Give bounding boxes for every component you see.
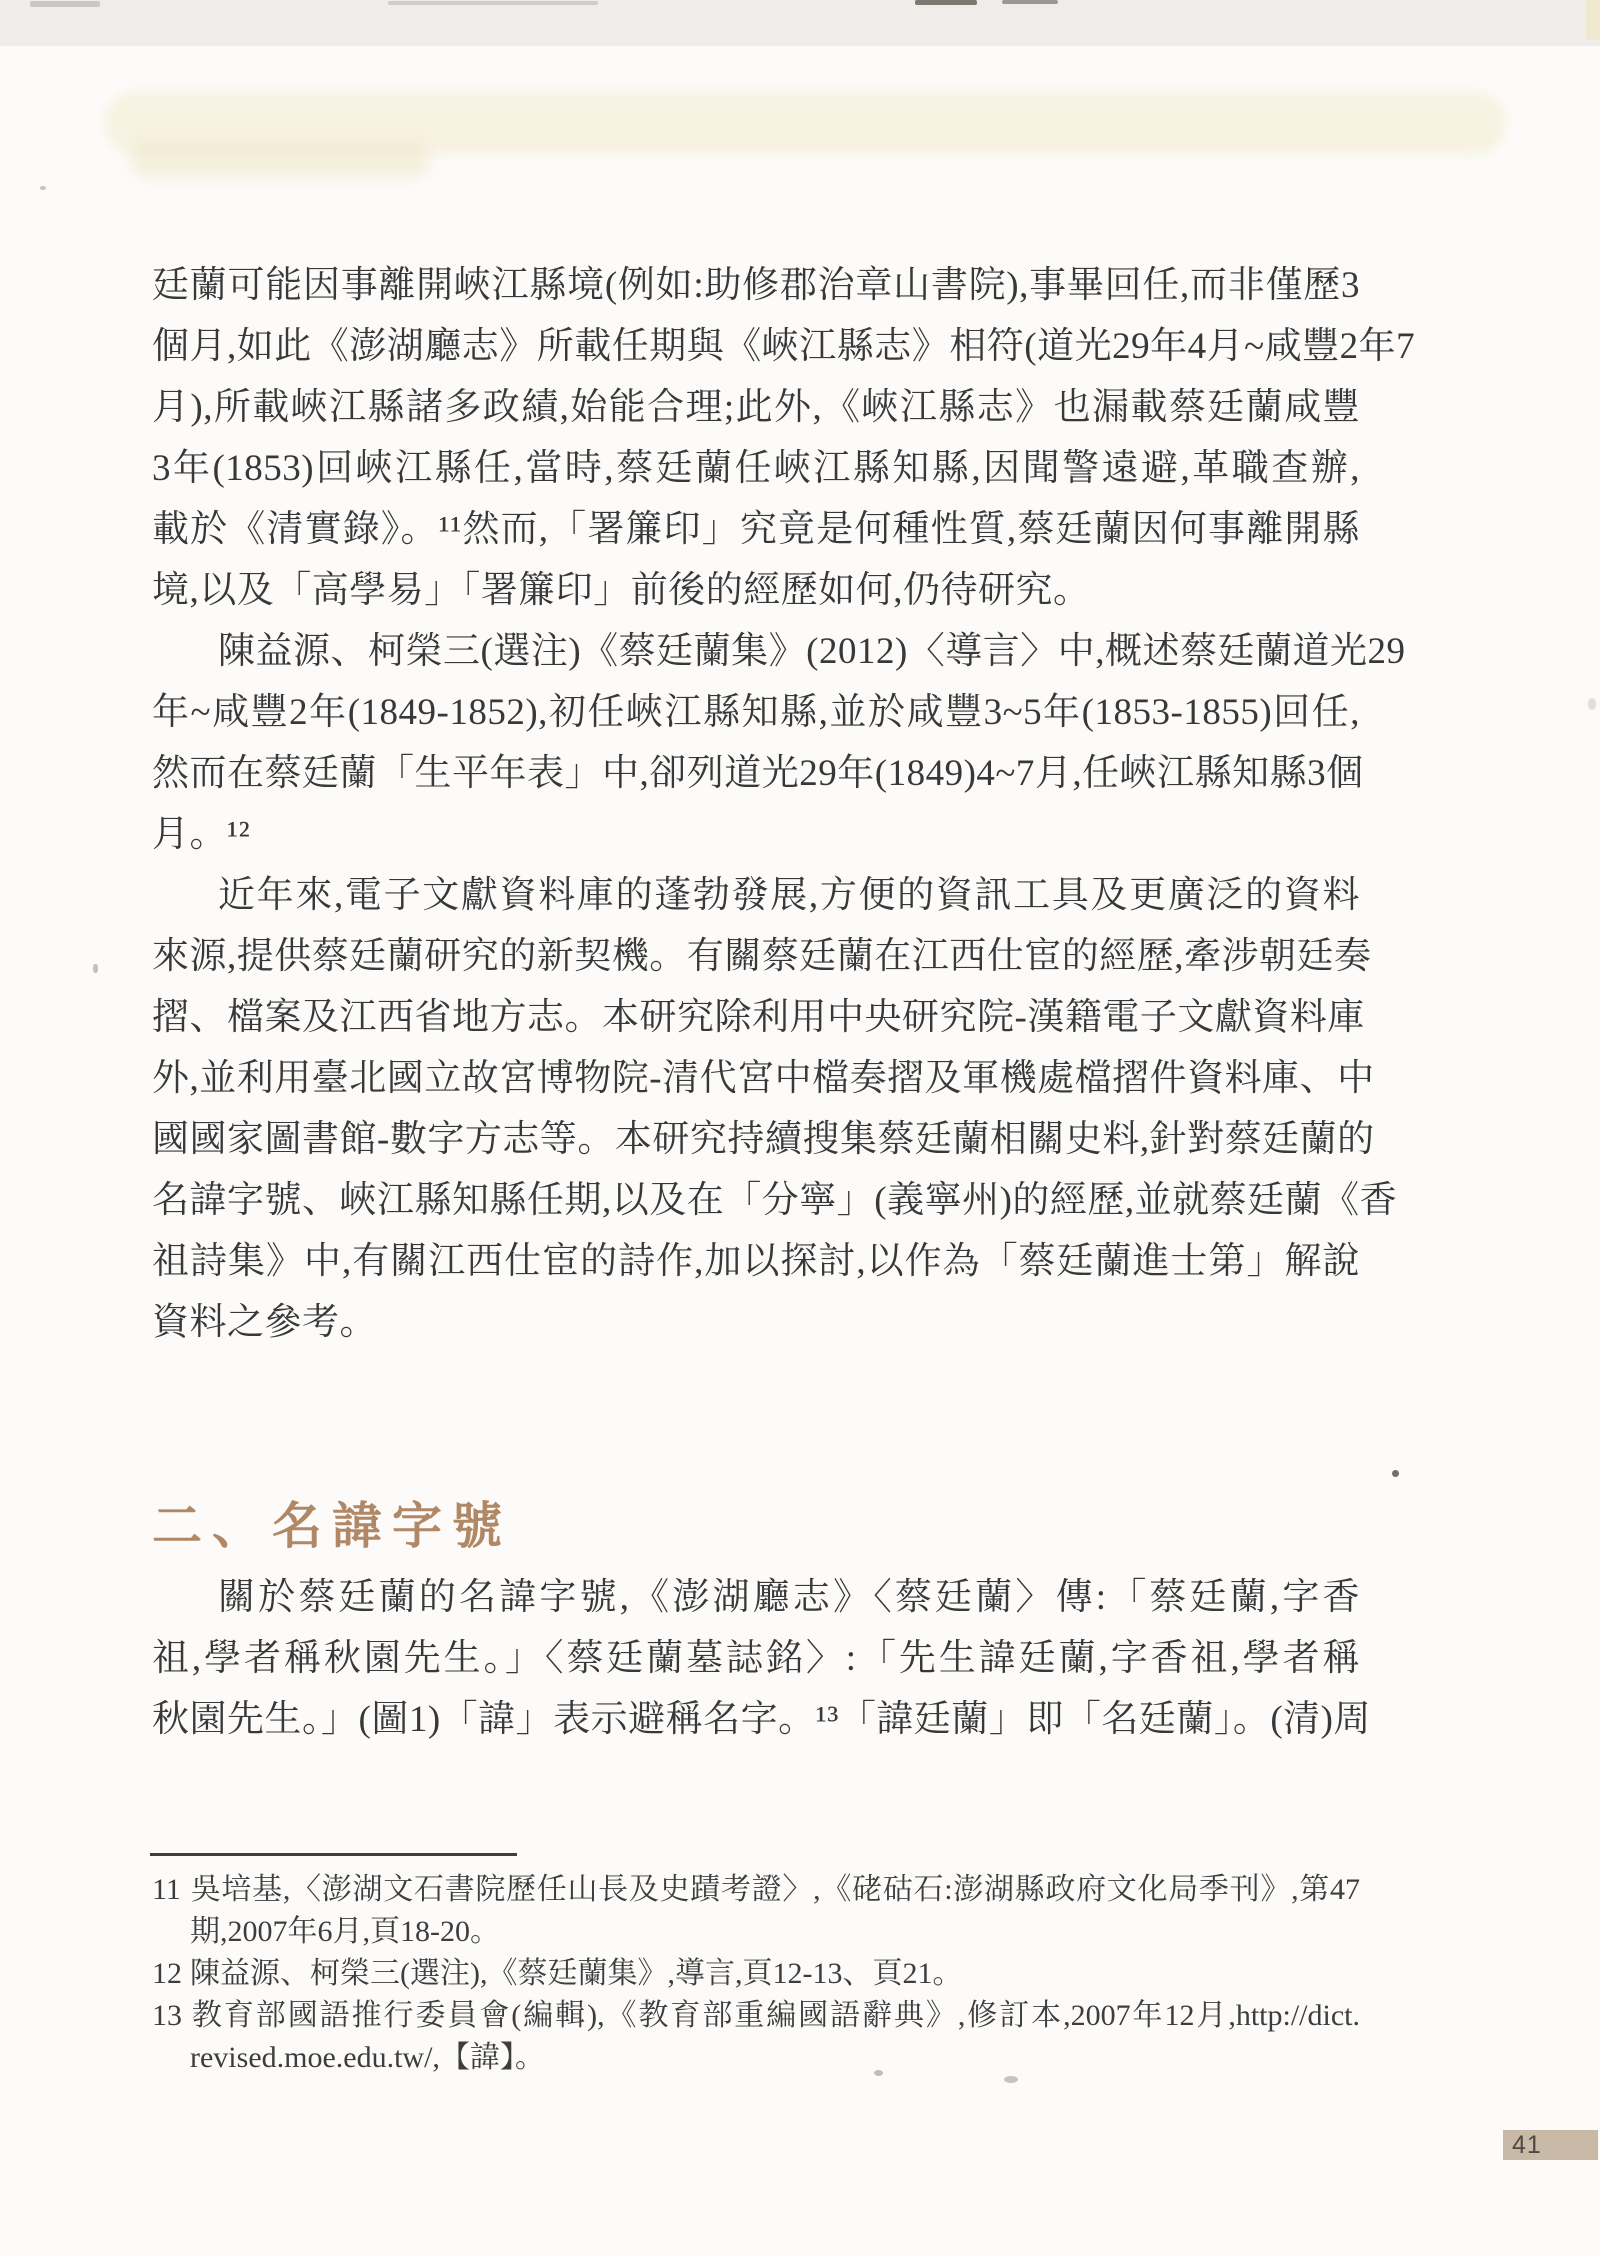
body-text bbox=[152, 255, 1416, 1353]
footnote-number: 12 bbox=[152, 1957, 182, 1990]
text-line: 境,以及「高學易」「署簾印」前後的經歷如何,仍待研究。 bbox=[152, 570, 1091, 611]
footnote-number: 11 bbox=[152, 1873, 181, 1906]
footnote-line: 12 陳益源、柯榮三(選注),《蔡廷蘭集》,導言,頁12-13、頁21。 bbox=[152, 1953, 1360, 1995]
text-line: 年~咸豐2年(1849-1852),初任峽江縣知縣,並於咸豐3~5年(1853-1855)回任, bbox=[152, 692, 1360, 733]
text-line: 摺、檔案及江西省地方志。本研究除利用中央研究院-漢籍電子文獻資料庫 bbox=[152, 997, 1365, 1038]
scan-top-band bbox=[0, 0, 1600, 46]
scan-edge-mark bbox=[915, 0, 977, 5]
text-line: 外,並利用臺北國立故宮博物院-清代宮中檔奏摺及軍機處檔摺件資料庫、中 bbox=[152, 1058, 1375, 1099]
text-line: 祖,學者稱秋園先生。」〈蔡廷蘭墓誌銘〉:「先生諱廷蘭,字香祖,學者稱 bbox=[152, 1638, 1360, 1679]
scan-speck bbox=[93, 964, 98, 973]
text-line: 月。¹² bbox=[152, 814, 251, 855]
page-number: 41 bbox=[1512, 2131, 1542, 2159]
scan-edge-mark bbox=[30, 1, 100, 7]
text-line: 載於《清實錄》。¹¹然而,「署簾印」究竟是何種性質,蔡廷蘭因何事離開縣 bbox=[152, 509, 1360, 550]
text-line: 個月,如此《澎湖廳志》所載任期與《峽江縣志》相符(道光29年4月~咸豐2年7 bbox=[152, 326, 1416, 367]
paragraph bbox=[152, 865, 1398, 1353]
paragraph bbox=[152, 621, 1406, 865]
text-line: 資料之參考。 bbox=[152, 1302, 377, 1343]
bleedthrough-smudge bbox=[130, 142, 430, 178]
footnote-number: 13 bbox=[152, 1999, 182, 2032]
text-line: 祖詩集》中,有關江西仕宦的詩作,加以探討,以作為「蔡廷蘭進士第」解說 bbox=[152, 1241, 1360, 1282]
text-line: 來源,提供蔡廷蘭研究的新契機。有關蔡廷蘭在江西仕宦的經歷,牽涉朝廷奏 bbox=[152, 936, 1372, 977]
section-paragraphs bbox=[152, 1567, 1371, 1750]
page-number-badge bbox=[1503, 2130, 1598, 2160]
text-line: 3年(1853)回峽江縣任,當時,蔡廷蘭任峽江縣知縣,因聞警遠避,革職查辦, bbox=[152, 448, 1360, 489]
section-heading: 二、名諱字號 bbox=[152, 1498, 512, 1554]
footnotes bbox=[152, 1869, 1360, 2079]
footnote-separator bbox=[150, 1853, 517, 1856]
scan-speck bbox=[40, 186, 46, 190]
text-line: 國國家圖書館-數字方志等。本研究持續搜集蔡廷蘭相關史料,針對蔡廷蘭的 bbox=[152, 1119, 1375, 1160]
text-column bbox=[152, 255, 1416, 1750]
text-line: 廷蘭可能因事離開峽江縣境(例如:助修郡治章山書院),事畢回任,而非僅歷3 bbox=[152, 265, 1360, 306]
paragraph bbox=[152, 1567, 1371, 1750]
text-line: 秋園先生。」(圖1)「諱」表示避稱名字。¹³「諱廷蘭」即「名廷蘭」。(清)周 bbox=[152, 1699, 1371, 1740]
footnote-line: 期,2007年6月,頁18-20。 bbox=[190, 1915, 500, 1948]
footnote-line: 11 吳培基,〈澎湖文石書院歷任山長及史蹟考證〉,《硓𥑮石:澎湖縣政府文化局季刊》,第47 bbox=[152, 1869, 1360, 1911]
footnote-line: revised.moe.edu.tw/,【諱】。 bbox=[190, 2041, 545, 2074]
scan-edge-mark bbox=[1586, 0, 1600, 40]
text-line: 名諱字號、峽江縣知縣任期,以及在「分寧」(義寧州)的經歷,並就蔡廷蘭《香 bbox=[152, 1180, 1398, 1221]
text-line: 月),所載峽江縣諸多政績,始能合理;此外,《峽江縣志》也漏載蔡廷蘭咸豐 bbox=[152, 387, 1360, 428]
scan-edge-mark bbox=[388, 1, 598, 5]
scan-speck bbox=[1392, 1470, 1399, 1477]
text-line: 關於蔡廷蘭的名諱字號,《澎湖廳志》〈蔡廷蘭〉傳:「蔡廷蘭,字香 bbox=[218, 1577, 1360, 1618]
text-line: 然而在蔡廷蘭「生平年表」中,卻列道光29年(1849)4~7月,任峽江縣知縣3個 bbox=[152, 753, 1364, 794]
text-line: 近年來,電子文獻資料庫的蓬勃發展,方便的資訊工具及更廣泛的資料 bbox=[218, 875, 1360, 916]
paragraph bbox=[152, 255, 1416, 621]
scan-speck bbox=[1588, 698, 1596, 710]
scan-edge-mark bbox=[1002, 0, 1058, 4]
text-line: 陳益源、柯榮三(選注)《蔡廷蘭集》(2012)〈導言〉中,概述蔡廷蘭道光29 bbox=[218, 631, 1406, 672]
footnote-line: 13 教育部國語推行委員會(編輯),《教育部重編國語辭典》,修訂本,2007年12月,http://dict. bbox=[152, 1995, 1360, 2037]
